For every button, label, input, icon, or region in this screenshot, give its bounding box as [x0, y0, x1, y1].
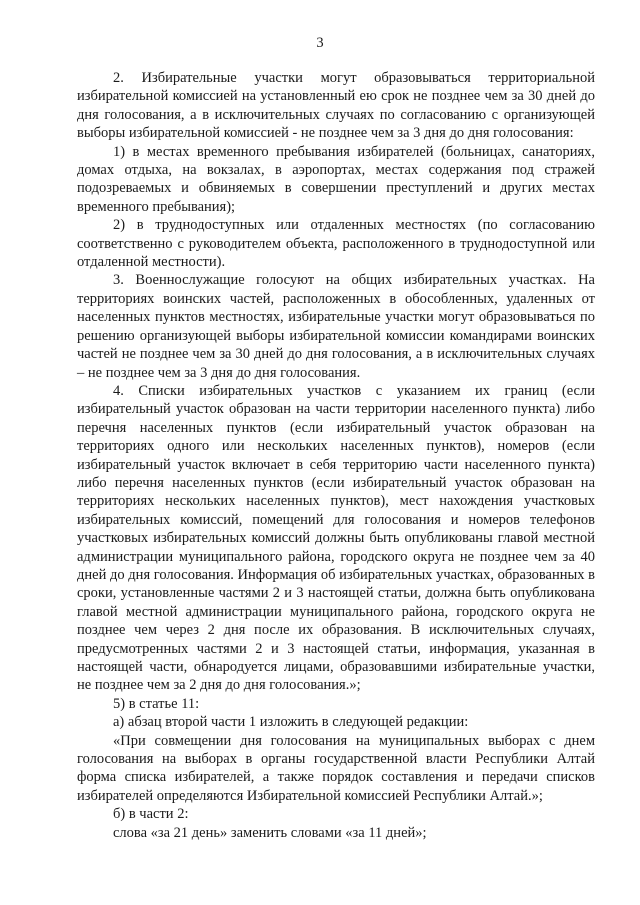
paragraph: 2. Избирательные участки могут образовываться территориальной избирательной комиссией на установленный ею срок не позднее чем за 30 дней до дня голосования, а в исключительных случаях по согласованию с организующей выборы избирательной комиссией - не позднее чем за 3 дня до дня голосования: — [77, 70, 595, 142]
paragraph: 3. Военнослужащие голосуют на общих избирательных участках. На территориях воинских частей, расположенных в обособленных, удаленных от населенных пунктов местностях, избирательные участки могут образовываться по решению организующей выборы избирательной комиссии командирами воинских частей не позднее чем за 30 дней до дня голосования, а в исключительных случаях – не позднее чем за 3 дня до дня голосования. — [77, 272, 595, 381]
paragraph: «При совмещении дня голосования на муниципальных выборах с днем голосования на выборах в органы государственной власти Республики Алтай форма списка избирателей, а также порядок составления и передачи списков избирателей определяются Избирательной комиссией Республики Алтай.»; — [77, 732, 595, 804]
document-body — [77, 69, 595, 842]
paragraph: 2) в труднодоступных или отдаленных местностях (по согласованию соответственно с руководителем объекта, расположенного в труднодоступной или отдаленной местности). — [77, 217, 595, 271]
paragraph: слова «за 21 день» заменить словами «за 11 дней»; — [113, 824, 427, 841]
page-number: 3 — [316, 35, 324, 51]
paragraph: 1) в местах временного пребывания избирателей (больницах, санаториях, домах отдыха, на вокзалах, в аэропортах, местах содержания под стражей подозреваемых и обвиняемых в совершении преступлений и других местах временного пребывания); — [77, 143, 595, 215]
paragraph: а) абзац второй части 1 изложить в следующей редакции: — [113, 714, 469, 731]
paragraph: 5) в статье 11: — [113, 695, 200, 712]
paragraph: б) в части 2: — [113, 806, 189, 823]
paragraph: 4. Списки избирательных участков с указанием их границ (если избирательный участок образован на части территории населенного пункта) либо перечня населенных пунктов (если избирательный участок образован на территориях одного или нескольких населенных пунктов), номеров (если избирательный участок включает в себя территорию части населенного пункта) либо перечня населенных пунктов (если избирательный участок образован на территориях нескольких населенных пунктов), мест нахождения участковых избирательных комиссий, помещений для голосования и номеров телефонов участковых избирательных комиссий должны быть опубликованы главой местной администрации муниципального района, городского округа не позднее чем за 40 дней до дня голосования. Информация об избирательных участках, образованных в сроки, установленные частями 2 и 3 настоящей статьи, должна быть опубликована главой местной администрации муниципального района, городского округа не позднее чем через 2 дня после их образования. В исключительных случаях, предусмотренных частями 2 и 3 настоящей статьи, информация, указанная в настоящей части, обнародуется лицами, образовавшими избирательные участки, не позднее чем за 2 дня до дня голосования.»; — [77, 382, 595, 694]
